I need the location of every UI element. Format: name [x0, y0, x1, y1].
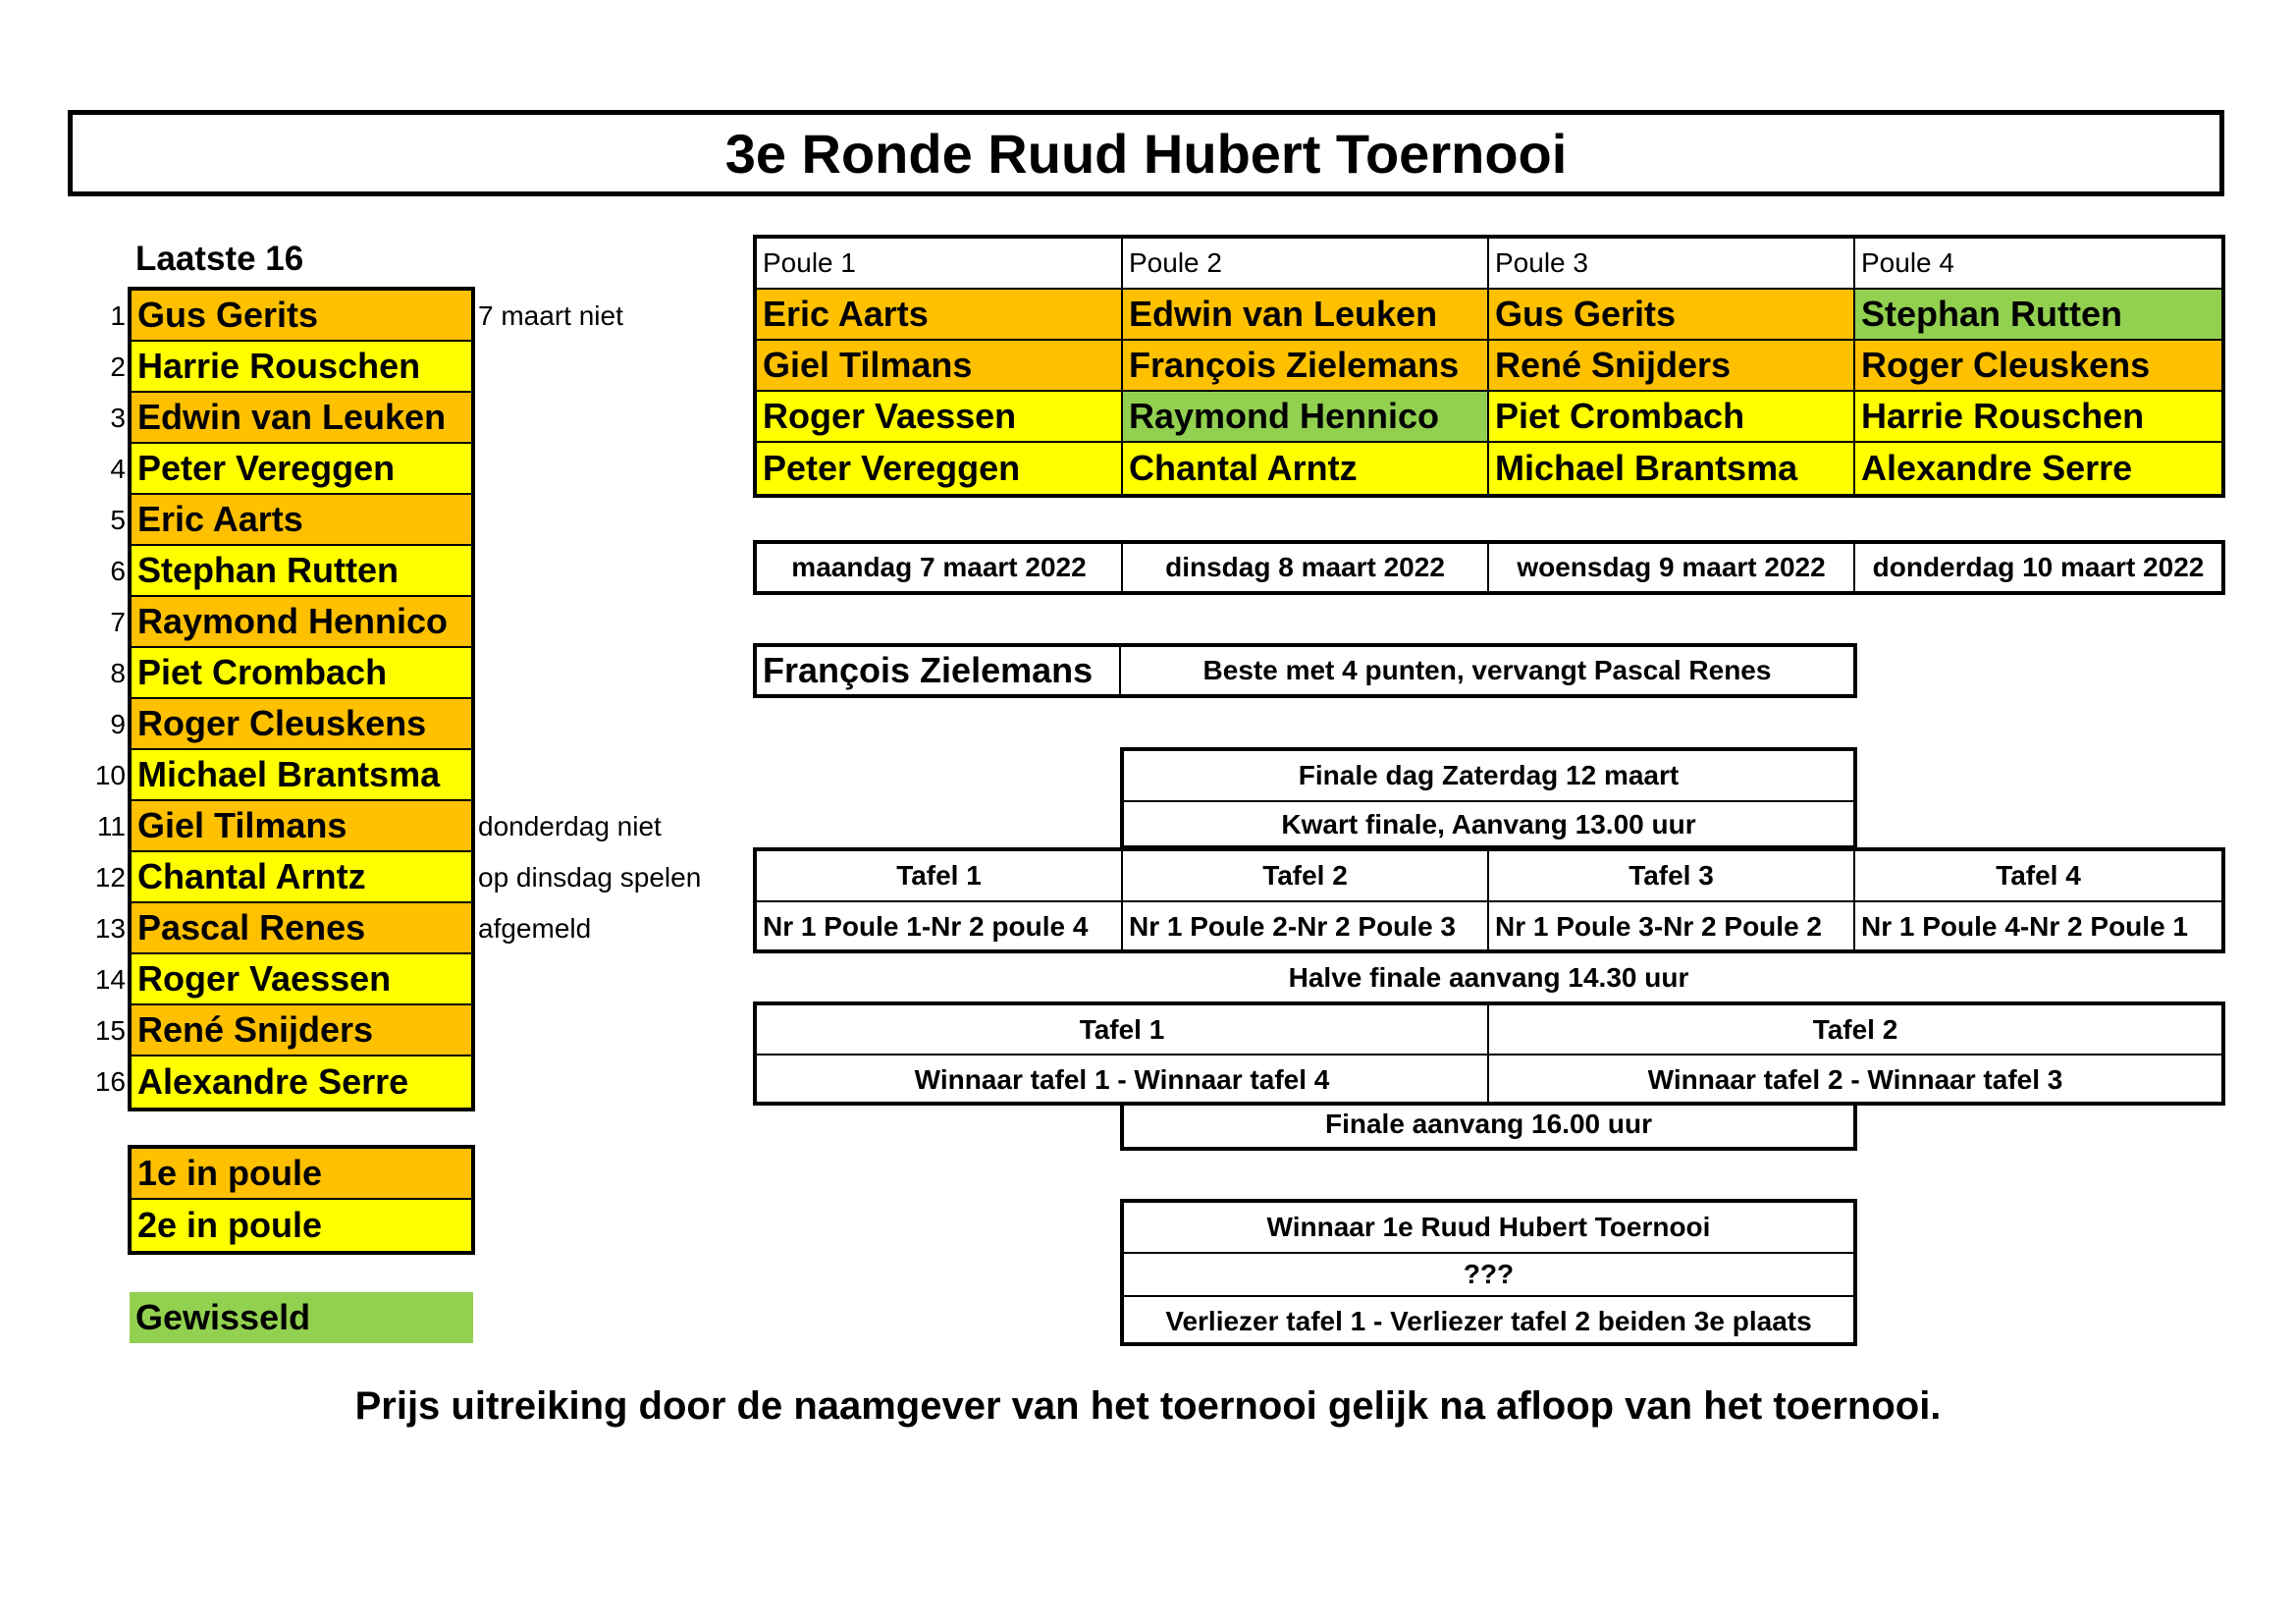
seed-row: Stephan Rutten: [132, 546, 471, 597]
legend-first-in-poule: 1e in poule: [132, 1149, 471, 1200]
poule-cell: Peter Vereggen: [757, 443, 1123, 494]
seed-row: Peter Vereggen: [132, 444, 471, 495]
semi-match: Winnaar tafel 1 - Winnaar tafel 4: [757, 1056, 1489, 1104]
seed-number: 14: [94, 964, 126, 995]
seed-row: René Snijders: [132, 1005, 471, 1056]
seed-row: Giel Tilmans: [132, 801, 471, 852]
seed-number: 2: [110, 352, 126, 382]
seed-number: 9: [110, 709, 126, 739]
seed-list: [128, 287, 475, 1111]
date-cell: woensdag 9 maart 2022: [1489, 544, 1855, 591]
poule-cell: Alexandre Serre: [1855, 443, 2221, 494]
poule-cell: Piet Crombach: [1489, 392, 1855, 443]
seed-row: Chantal Arntz: [132, 852, 471, 903]
replacement-row: [753, 643, 1857, 698]
seed-number: 4: [110, 454, 126, 484]
poule-header: Poule 2: [1123, 239, 1489, 290]
seed-number: 3: [110, 403, 126, 433]
poule-cell: François Zielemans: [1123, 341, 1489, 392]
seed-number: 8: [110, 658, 126, 688]
seed-note: op dinsdag spelen: [478, 862, 702, 893]
seed-row: Piet Crombach: [132, 648, 471, 699]
quarter-match: Nr 1 Poule 3-Nr 2 Poule 2: [1489, 902, 1855, 951]
seed-number: 10: [94, 760, 126, 790]
date-cell: maandag 7 maart 2022: [757, 544, 1123, 591]
seed-list-header: Laatste 16: [135, 240, 304, 278]
quarter-table-label: Tafel 2: [1123, 851, 1489, 900]
quarter-final-table: [753, 847, 2225, 953]
semi-final-table: [753, 1001, 2225, 1106]
seed-note: donderdag niet: [478, 811, 662, 841]
poule-cell: Harrie Rouschen: [1855, 392, 2221, 443]
seed-row: Roger Cleuskens: [132, 699, 471, 750]
seed-row: Raymond Hennico: [132, 597, 471, 648]
semi-match: Winnaar tafel 2 - Winnaar tafel 3: [1647, 1063, 2063, 1095]
seed-number: 7: [110, 607, 126, 637]
quarter-match: Nr 1 Poule 1-Nr 2 poule 4: [757, 902, 1123, 951]
seed-number: 11: [96, 811, 126, 841]
quarter-table-label: Tafel 1: [757, 851, 1123, 900]
footer-note: Prijs uitreiking door de naamgever van het toernooi gelijk na afloop van het toernooi.: [354, 1384, 1942, 1428]
winner-box: [1120, 1199, 1857, 1346]
seed-number: 12: [94, 862, 126, 893]
legend-second-in-poule: 2e in poule: [132, 1200, 471, 1251]
seed-row: Alexandre Serre: [132, 1056, 471, 1108]
seed-row: Eric Aarts: [132, 495, 471, 546]
seed-number: 13: [94, 913, 126, 944]
poule-cell: Stephan Rutten: [1855, 290, 2221, 341]
seed-row: Roger Vaessen: [132, 954, 471, 1005]
quarter-table-label: Tafel 3: [1489, 851, 1855, 900]
poule-cell: Edwin van Leuken: [1123, 290, 1489, 341]
finals-day: Finale dag Zaterdag 12 maart: [1124, 751, 1853, 802]
seed-number: 16: [94, 1066, 126, 1097]
semi-final-title: Halve finale aanvang 14.30 uur: [1288, 962, 1689, 993]
page-title: 3e Ronde Ruud Hubert Toernooi: [68, 110, 2224, 196]
poule-header: Poule 1: [757, 239, 1123, 290]
seed-number: 6: [110, 556, 126, 586]
poule-cell: Raymond Hennico: [1123, 392, 1489, 443]
legend-swapped: Gewisseld: [130, 1292, 473, 1343]
seed-row: Pascal Renes: [132, 903, 471, 954]
poule-table: [753, 235, 2225, 498]
semi-table-label: Tafel 2: [1812, 1013, 1898, 1045]
seed-note: afgemeld: [478, 913, 592, 944]
quarter-match: Nr 1 Poule 4-Nr 2 Poule 1: [1861, 911, 2188, 942]
poule-cell: Gus Gerits: [1489, 290, 1855, 341]
poule-cell: Roger Vaessen: [757, 392, 1123, 443]
seed-number: 1: [110, 300, 126, 331]
dates-row: [753, 540, 2225, 595]
date-cell: dinsdag 8 maart 2022: [1123, 544, 1489, 591]
poule-cell: Chantal Arntz: [1123, 443, 1489, 494]
poule-header: Poule 4: [1855, 239, 2221, 290]
quarter-match: Nr 1 Poule 2-Nr 2 Poule 3: [1123, 902, 1489, 951]
finals-day-box: [1120, 747, 1857, 849]
seed-row: Gus Gerits: [132, 291, 471, 342]
quarter-final-title: Kwart finale, Aanvang 13.00 uur: [1281, 809, 1696, 839]
seed-row: Michael Brantsma: [132, 750, 471, 801]
poule-cell: René Snijders: [1489, 341, 1855, 392]
seed-row: Edwin van Leuken: [132, 393, 471, 444]
poule-cell: Michael Brantsma: [1489, 443, 1855, 494]
seed-number: 15: [94, 1015, 126, 1046]
poule-cell: Eric Aarts: [757, 290, 1123, 341]
final-title: Finale aanvang 16.00 uur: [1120, 1102, 1857, 1151]
legend: [128, 1145, 475, 1255]
seed-note: 7 maart niet: [478, 300, 623, 331]
poule-cell: Giel Tilmans: [757, 341, 1123, 392]
date-cell: donderdag 10 maart 2022: [1872, 552, 2205, 582]
seed-row: Harrie Rouschen: [132, 342, 471, 393]
semi-table-label: Tafel 1: [757, 1005, 1489, 1054]
replacement-text: Beste met 4 punten, vervangt Pascal Renes: [1202, 655, 1772, 685]
third-place: Verliezer tafel 1 - Verliezer tafel 2 beiden 3e plaats: [1165, 1306, 1812, 1336]
winner-value: ???: [1124, 1254, 1853, 1297]
poule-cell: Roger Cleuskens: [1855, 341, 2221, 392]
winner-label: Winnaar 1e Ruud Hubert Toernooi: [1124, 1203, 1853, 1254]
replacement-name: François Zielemans: [757, 647, 1121, 694]
poule-header: Poule 3: [1489, 239, 1855, 290]
quarter-table-label: Tafel 4: [1996, 860, 2081, 891]
seed-number: 5: [110, 505, 126, 535]
